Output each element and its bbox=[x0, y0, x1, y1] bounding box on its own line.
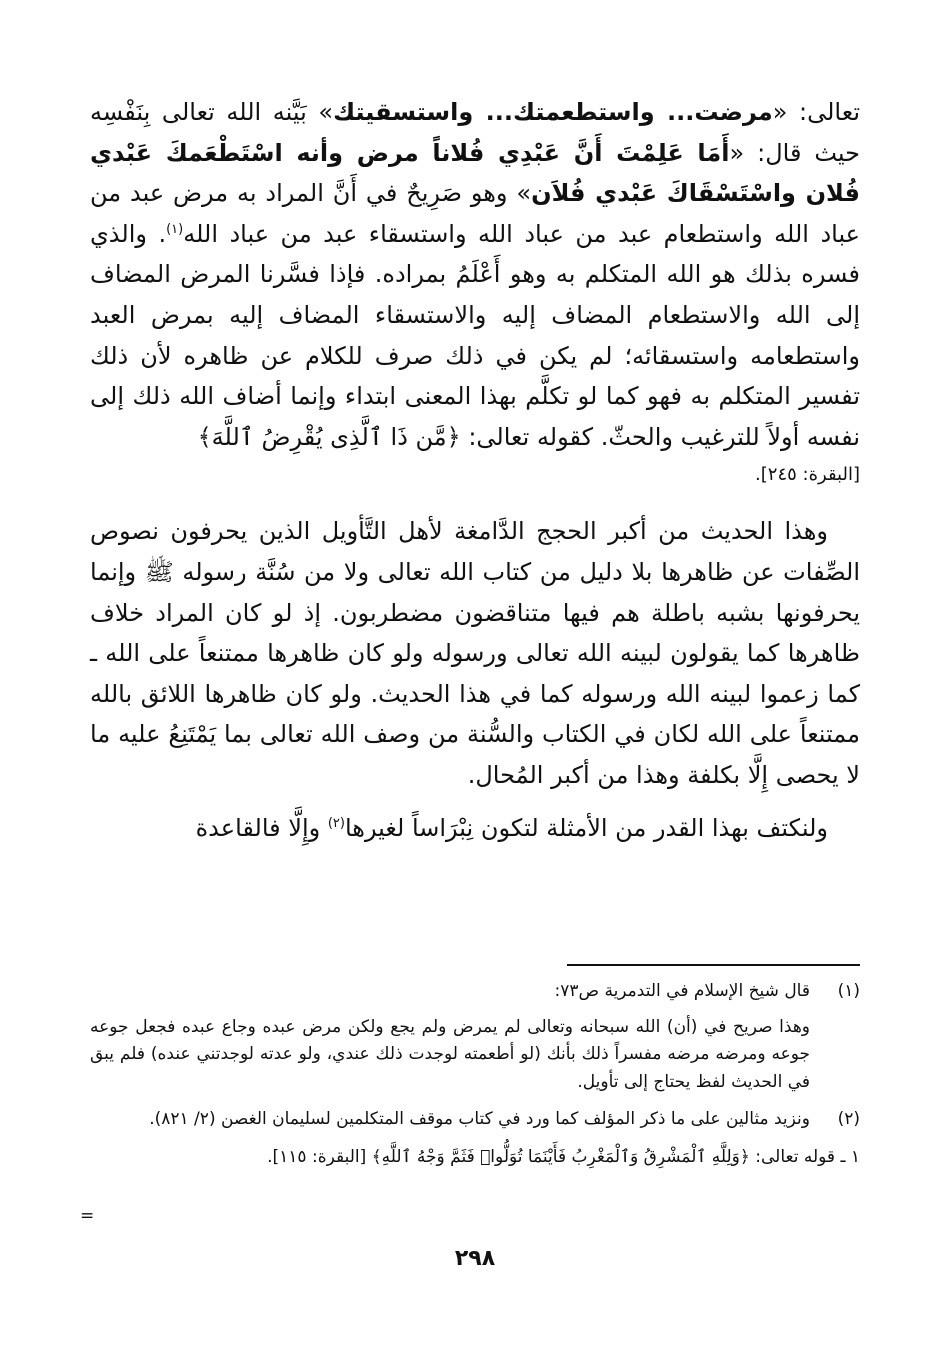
page-number: ٢٩٨ bbox=[454, 1246, 496, 1271]
footnote-2-example-text: ١ ـ قوله تعالى: ﴿وَلِلَّهِ ٱلْمَشْرِقُ وَٱلْمَغْرِبُ فَأَيْنَمَا تُوَلُّوا۟ فَثَمَّ وَجْهُ ٱللَّهِ﴾ [البقرة: ١١٥]. bbox=[267, 1146, 860, 1167]
para3-text-1: ولنكتف بهذا القدر من الأمثلة لتكون نِبْرَاساً لغيرها bbox=[344, 813, 828, 842]
footnote-divider bbox=[567, 964, 860, 966]
para1-text-3: » وهو صَرِيحٌ في أَنَّ المراد به مرض عبد من عباد الله واستطعام عبد من عباد الله واستسقاء عبد من عباد الله bbox=[90, 179, 861, 248]
footnote-1 bbox=[90, 978, 860, 1096]
para1-text-1: تعالى: « bbox=[772, 98, 861, 126]
main-text bbox=[90, 92, 860, 848]
footnote-ref-1[interactable]: (١) bbox=[166, 221, 184, 237]
footnotes bbox=[90, 978, 860, 1171]
quran-citation: [البقرة: ٢٤٥]. bbox=[755, 464, 860, 486]
para3-text-2: وإِلَّا فالقاعدة bbox=[195, 813, 328, 842]
footnote-1-number: (١) bbox=[837, 981, 860, 1001]
footnote-ref-2[interactable]: (٢) bbox=[327, 815, 345, 831]
paragraph-2: وهذا الحديث من أكبر الحجج الدَّامغة لأهل التَّأويل الذين يحرفون نصوص الصِّفات عن ظاهرها بلا دليل من كتاب الله تعالى ولا من سُنَّة رسوله ﷺ وإنما يحرفونها بشبه باطلة هم فيها متناقضون مضطربون. إذ لو كان المراد خلاف ظاهرها كما يقولون لبينه الله تعالى ورسوله ولو كان ظاهرها ممتنعاً على الله ـ كما زعموا لبينه الله ورسوله كما في هذا الحديث. ولو كان ظاهرها اللائق بالله ممتنعاً على الله لكان في الكتاب والسُّنة من وصف الله تعالى بما يَمْتَنِعُ عليه ما لا يحصى إِلَّا بكلفة وهذا من أكبر المُحال. bbox=[90, 517, 860, 789]
footnote-2-number: (٢) bbox=[837, 1109, 860, 1129]
footnote-2 bbox=[90, 1106, 860, 1134]
para1-bold-2: أَمَا عَلِمْتَ أَنَّ عَبْدِي فُلاناً مرض وأنه اسْتَطْعَمكَ عَبْدي فُلان واسْتَسْقَاكَ عَبْدي فُلاَن bbox=[90, 138, 860, 208]
para1-bold-1: مرضت... واستطعمتك... واستسقيتك bbox=[333, 98, 773, 126]
paragraph-3 bbox=[90, 808, 860, 849]
footnote-1-quote: وهذا صريح في (أن) الله سبحانه وتعالى لم يمرض ولم يجع ولكن مرض عبده وجاع عبده فجعل جوعه جوعه ومرضه مرضه مفسراً ذلك بأنك (لو أطعمته لوجدت ذلك عندي، ولو عدته لوجدتني عنده) فلم يبق في الحديث لفظ يحتاج إلى تأويل. bbox=[90, 1016, 810, 1092]
para1-text-4: . والذي فسره بذلك هو الله المتكلم به وهو أَعْلَمُ بمراده. فإذا فسَّرنا المرض المضاف إلى الله والاستطعام المضاف إليه والاستسقاء المضاف إليه بمرض العبد واستطعامه واستسقائه؛ لم يكن في ذلك صرف للكلام عن ظاهره لأن ذلك تفسير المتكلم به فهو كما لو تكلَّم بهذا المعنى ابتداء وإنما أضاف الله ذلك إلى نفسه أولاً للترغيب والحثّ. كقوله تعالى: ﴿مَّن ذَا ٱلَّذِى يُقْرِضُ ٱللَّهَ﴾ bbox=[90, 219, 860, 451]
footnote-2-example bbox=[90, 1144, 860, 1172]
continuation-mark: = bbox=[80, 1206, 95, 1226]
footnote-2-text: ونزيد مثالين على ما ذكر المؤلف كما ورد في كتاب موقف المتكلمين لسليمان الغصن (٢/ ٨٢١). bbox=[149, 1109, 810, 1129]
paragraph-1 bbox=[90, 92, 860, 489]
para1-text-2: » بَيَّنه الله تعالى بِنَفْسِه حيث قال: « bbox=[90, 98, 860, 167]
footnote-1-intro: قال شيخ الإسلام في التدمرية ص٧٣: bbox=[554, 981, 810, 1001]
